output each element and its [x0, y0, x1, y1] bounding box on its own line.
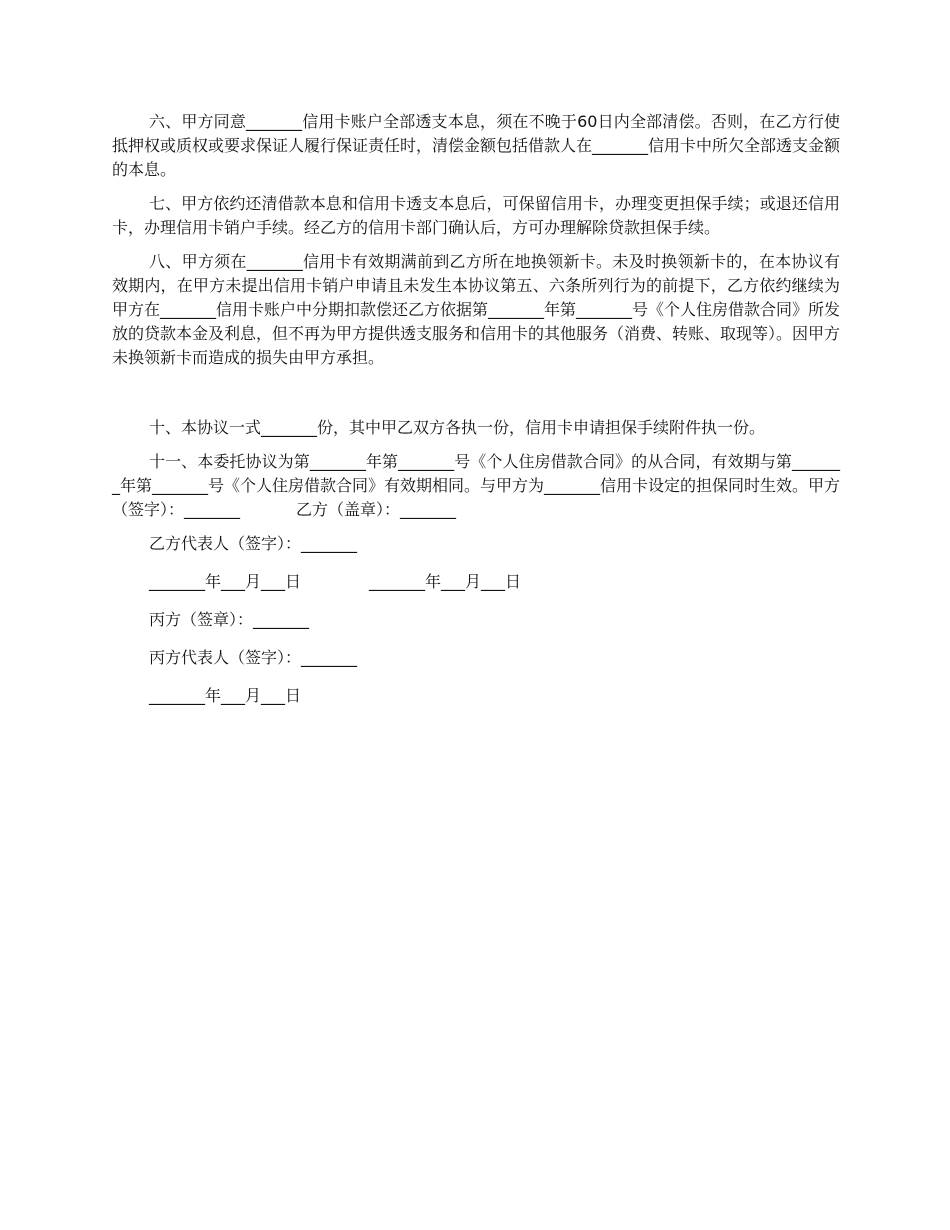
date-jia: _______年___月___日 [149, 572, 302, 591]
clause-8: 八、甲方须在_______信用卡有效期满前到乙方所在地换领新卡。未及时换领新卡的，在本协议有效期内，在甲方未提出信用卡销户申请且未发生本协议第五、六条所列行为的前提下，乙方依约继续为甲方在_______信用卡账户中分期扣款偿还乙方依据第_______年第_______号《个人住房借款合同》所发放的贷款本金及利息，但不再为甲方提供透支服务和信用卡的其他服务（消费、转账、取现等）。因甲方未换领新卡而造成的损失由甲方承担。 [112, 252, 841, 367]
clause-11: 十一、本委托协议为第_______年第_______号《个人住房借款合同》的从合同，有效期与第_______年第_______号《个人住房借款合同》有效期相同。与甲方为_______信用卡设定的担保同时生效。甲方（签字）：_______ 乙方（盖章）：_______ [112, 452, 841, 519]
clause-6: 六、甲方同意_______信用卡账户全部透支本息，须在不晚于60日内全部清偿。否则，在乙方行使抵押权或质权或要求保证人履行保证责任时，清偿金额包括借款人在_______信用卡中所欠全部透支金额的本息。 [112, 112, 841, 179]
document-body [112, 110, 840, 722]
date-row [149, 570, 840, 594]
blank-space [112, 380, 840, 416]
clause-7: 七、甲方依约还清借款本息和信用卡透支本息后，可保留信用卡，办理变更担保手续；或退还信用卡，办理信用卡销户手续。经乙方的信用卡部门确认后，方可办理解除贷款担保手续。 [112, 194, 840, 237]
date-bing: _______年___月___日 [149, 686, 302, 705]
clause-10: 十、本协议一式_______份，其中甲乙双方各执一份，信用卡申请担保手续附件执一份。 [149, 418, 766, 437]
date-yi: _______年___月___日 [369, 572, 522, 591]
yi-representative-signature: 乙方代表人（签字）：_______ [149, 534, 358, 553]
bing-representative-signature: 丙方代表人（签字）：_______ [149, 648, 358, 667]
bing-seal-line: 丙方（签章）：_______ [149, 610, 310, 629]
